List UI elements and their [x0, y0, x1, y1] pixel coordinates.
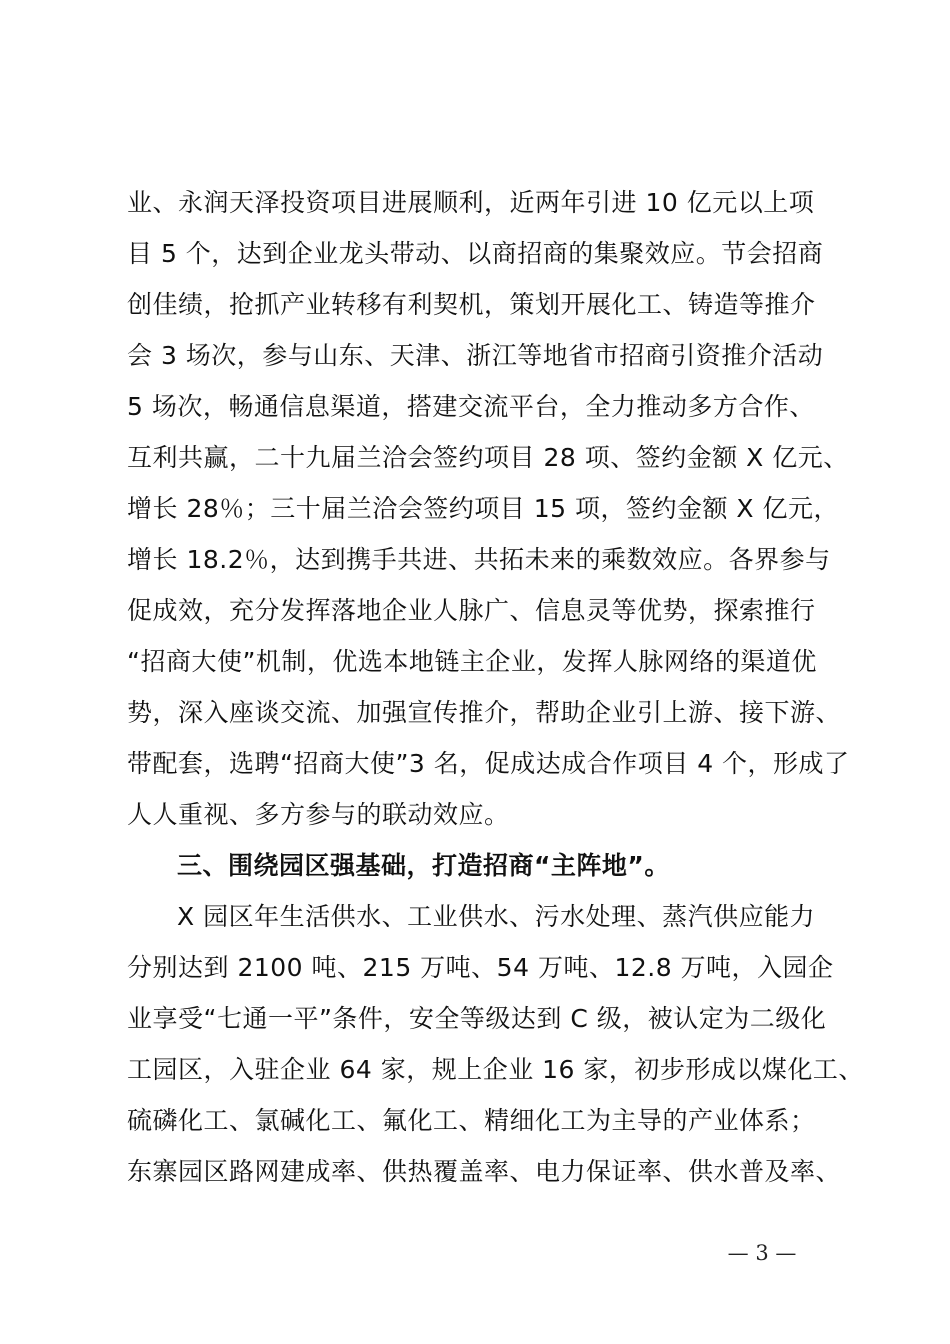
text-line: 硫磷化工、氯碱化工、氟化工、精细化工为主导的产业体系；: [127, 1106, 816, 1135]
text-line: “招商大使”机制，优选本地链主企业，发挥人脉网络的渠道优: [127, 647, 817, 676]
text-line: 增长 18.2％，达到携手共进、共拓未来的乘数效应。各界参与: [127, 545, 831, 574]
text-line: X 园区年生活供水、工业供水、污水处理、蒸汽供应能力: [177, 902, 816, 931]
body-text: [127, 185, 864, 1285]
section-heading: 三、围绕园区强基础，打造招商“主阵地”。: [177, 851, 670, 880]
text-line: 互利共赢，二十九届兰洽会签约项目 28 项、签约金额 X 亿元、: [127, 443, 849, 472]
text-line: 会 3 场次，参与山东、天津、浙江等地省市招商引资推介活动: [127, 341, 824, 370]
text-line: 目 5 个，达到企业龙头带动、以商招商的集聚效应。节会招商: [127, 239, 824, 268]
text-line: 增长 28％；三十届兰洽会签约项目 15 项，签约金额 X 亿元，: [127, 494, 839, 523]
text-line: 势，深入座谈交流、加强宣传推介，帮助企业引上游、接下游、: [127, 698, 842, 727]
text-line: 东寨园区路网建成率、供热覆盖率、电力保证率、供水普及率、: [127, 1157, 842, 1186]
text-line: 工园区，入驻企业 64 家，规上企业 16 家，初步形成以煤化工、: [127, 1055, 864, 1084]
page-number: — 3 —: [727, 1241, 797, 1265]
text-line: 业享受“七通一平”条件，安全等级达到 C 级，被认定为二级化: [127, 1004, 827, 1033]
text-line: 人人重视、多方参与的联动效应。: [127, 800, 510, 829]
text-line: 带配套，选聘“招商大使”3 名，促成达成合作项目 4 个，形成了: [127, 749, 850, 778]
text-line: 业、永润天泽投资项目进展顺利，近两年引进 10 亿元以上项: [127, 188, 815, 217]
text-line: 促成效，充分发挥落地企业人脉广、信息灵等优势，探索推行: [127, 596, 816, 625]
text-line: 创佳绩，抢抓产业转移有利契机，策划开展化工、铸造等推介: [127, 290, 816, 319]
text-line: 分别达到 2100 吨、215 万吨、54 万吨、12.8 万吨，入园企: [127, 953, 834, 982]
text-line: 5 场次，畅通信息渠道，搭建交流平台，全力推动多方合作、: [127, 392, 815, 421]
